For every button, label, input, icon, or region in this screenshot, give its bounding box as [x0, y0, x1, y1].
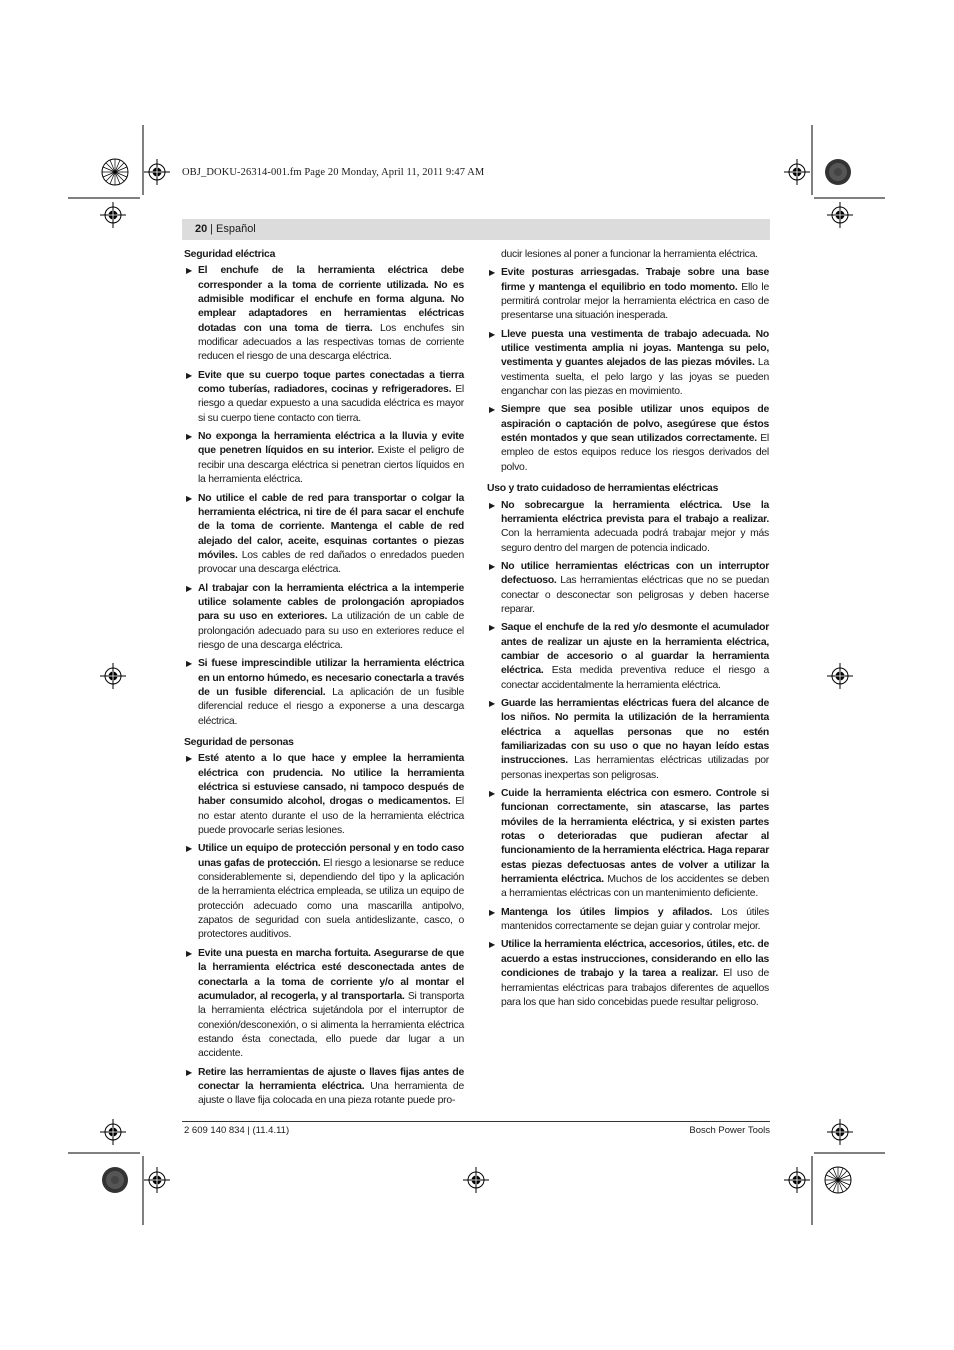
item-bold-text: Mantenga los útiles limpios y afilados.	[501, 906, 713, 918]
list-item	[487, 938, 769, 1010]
list-item	[184, 430, 464, 487]
header-separator: |	[210, 223, 213, 235]
bullet-triangle-icon: ▶	[186, 432, 192, 442]
item-text: La vestimenta suelta, el pelo largo y las joyas se pueden enganchar con las piezas en movimiento.	[501, 357, 769, 398]
electrical-safety-list	[184, 264, 464, 729]
section-title-personal-safety: Seguridad de personas	[184, 737, 294, 748]
right-column	[487, 248, 769, 1014]
item-bold-text: Evite una puesta en marcha fortuita. Asegurarse de que la herramienta eléctrica esté desconectada antes de conectarla a la toma de corriente y/o al montar el acumulador, al recogerla, y al transportarla.	[198, 947, 464, 1002]
item-text: La utilización de un cable de prolongación adecuado para su uso en exteriores reduce el riesgo de una descarga eléctrica.	[198, 611, 464, 651]
bullet-triangle-icon: ▶	[489, 789, 495, 799]
bullet-triangle-icon: ▶	[489, 698, 495, 708]
item-text: El riesgo a quedar expuesto a una sacudida eléctrica es mayor si su cuerpo tiene contacto con tierra.	[198, 384, 464, 424]
item-bold-text: Utilice la herramienta eléctrica, accesorios, útiles, etc. de acuerdo a estas instrucciones, considerando en ello las condiciones de trabajo y la tarea a realizar.	[501, 939, 769, 980]
item-text: Con la herramienta adecuada podrá trabajar mejor y más seguro dentro del margen de potencia indicado.	[501, 528, 769, 554]
item-bold-text: Evite posturas arriesgadas. Trabaje sobre una base firme y mantenga el equilibrio en todo momento.	[501, 267, 769, 293]
item-text: Los útiles mantenidos correctamente se dejan guiar y controlar mejor.	[501, 906, 769, 933]
list-item	[487, 697, 769, 783]
page-header-bar	[182, 219, 770, 240]
item-text: El no estar atento durante el uso de la herramienta eléctrica puede provocarle serias lesiones.	[198, 796, 464, 837]
bullet-triangle-icon: ▶	[186, 948, 192, 958]
bullet-triangle-icon: ▶	[489, 907, 495, 917]
list-item	[487, 787, 769, 902]
list-item	[184, 842, 464, 942]
list-item	[184, 752, 464, 838]
item-bold-text: Retire las herramientas de ajuste o llaves fijas antes de conectar la herramienta eléctrica.	[198, 1066, 464, 1092]
item-text: Las herramientas eléctricas utilizadas por personas inexpertas son peligrosas.	[501, 755, 769, 781]
bullet-triangle-icon: ▶	[186, 844, 192, 854]
item-bold-text: El enchufe de la herramienta eléctrica debe corresponder a la toma de corriente utilizada. No es admisible modificar el enchufe en forma alguna. No emplear adaptadores en herramientas eléctricas dotadas con una toma de tierra.	[198, 265, 464, 334]
item-text: Si transporta la herramienta eléctrica sujetándola por el interruptor de conexión/desconexión, o si alimenta la herramienta eléctrica estando ésta conectada, ello puede dar lugar a un accidente.	[198, 990, 464, 1060]
list-item	[487, 266, 769, 323]
item-bold-text: No utilice herramientas eléctricas con un interruptor defectuoso.	[501, 560, 769, 587]
item-text: El riesgo a lesionarse se reduce considerablemente si, dependiendo del tipo y la aplicación de la herramienta eléctrica empleada, se utiliza un equipo de protección adecuado como una mascarilla antipolvo, zapatos de seguridad con suela antideslizante, casco, o protectores auditivos.	[198, 857, 465, 941]
item-bold-text: Saque el enchufe de la red y/o desmonte el acumulador antes de realizar un ajuste en la herramienta eléctrica, cambiar de accesorio o al guardar la herramienta eléctrica.	[501, 622, 769, 677]
item-bold-text: Lleve puesta una vestimenta de trabajo adecuada. No utilice vestimenta amplia ni joyas. Mantenga su pelo, vestimenta y guantes alejados de las piezas móviles.	[501, 328, 769, 369]
bullet-triangle-icon: ▶	[186, 493, 192, 503]
item-bold-text: No exponga la herramienta eléctrica a la lluvia y evite que penetren líquidos en su interior.	[198, 431, 464, 457]
item-bold-text: No sobrecargue la herramienta eléctrica. Use la herramienta eléctrica prevista para el trabajo a realizar.	[501, 499, 769, 525]
item-bold-text: Cuide la herramienta eléctrica con esmero. Controle si funcionan correctamente, sin atascarse, las partes móviles de la herramienta eléctrica, y si existen partes rotas o deterioradas que pudieran afectar al funcionamiento de la herramienta eléctrica. Haga reparar estas piezas defectuosas antes de volver a utilizar la herramienta eléctrica.	[501, 788, 769, 886]
item-text: El uso de herramientas eléctricas para trabajos diferentes de aquellos para los que han sido concebidas puede resultar peligroso.	[501, 968, 769, 1008]
continuation-text: ducir lesiones al poner a funcionar la herramienta eléctrica.	[501, 249, 758, 260]
file-info-line: OBJ_DOKU-26314-001.fm Page 20 Monday, April 11, 2011 9:47 AM	[182, 167, 485, 178]
item-bold-text: Evite que su cuerpo toque partes conectadas a tierra como tuberías, radiadores, cocinas y refrigeradores.	[198, 369, 464, 396]
item-bold-text: No utilice el cable de red para transportar o colgar la herramienta eléctrica, ni tire de él para sacar el enchufe de la toma de corriente. Mantenga el cable de red alejado del calor, aceite, esquinas cortantes o piezas móviles.	[198, 492, 464, 561]
left-column	[184, 248, 464, 1113]
bullet-triangle-icon: ▶	[186, 1067, 192, 1077]
item-text: Los cables de red dañados o enredados pueden provocar una descarga eléctrica.	[198, 549, 464, 576]
item-bold-text: Utilice un equipo de protección personal y en todo caso unas gafas de protección.	[198, 843, 464, 869]
bullet-triangle-icon: ▶	[489, 500, 495, 510]
item-text: Muchos de los accidentes se deben a herramientas eléctricas con un mantenimiento deficiente.	[501, 874, 769, 900]
bullet-triangle-icon: ▶	[489, 329, 495, 339]
footer-rule	[182, 1121, 770, 1122]
bullet-triangle-icon: ▶	[489, 940, 495, 950]
bullet-triangle-icon: ▶	[489, 405, 495, 415]
item-bold-text: Guarde las herramientas eléctricas fuera del alcance de los niños. No permita la utilización de la herramienta eléctrica a aquellas personas que no estén familiarizadas con su uso o que no hayan leído estas instrucciones.	[501, 697, 769, 767]
bullet-triangle-icon: ▶	[489, 623, 495, 633]
item-bold-text: Si fuese imprescindible utilizar la herramienta eléctrica en un entorno húmedo, es necesario conectarla a través de un fusible diferencial.	[198, 658, 464, 698]
item-text: Las herramientas eléctricas que no se puedan conectar o desconectar son peligrosas y deben hacerse reparar.	[501, 575, 769, 615]
footer-brand: Bosch Power Tools	[689, 1125, 770, 1136]
bullet-triangle-icon: ▶	[186, 583, 192, 593]
tool-use-care-list	[487, 499, 769, 1011]
item-text: El empleo de estos equipos reduce los riesgos derivados del polvo.	[501, 433, 769, 473]
item-text: Ello le permitirá controlar mejor la herramienta eléctrica en caso de presentarse una situación inesperada.	[501, 281, 769, 322]
list-item	[184, 657, 464, 729]
section-title-tool-use-care: Uso y trato cuidadoso de herramientas eléctricas	[487, 483, 719, 495]
list-item	[184, 369, 464, 426]
page-number: 20	[195, 223, 208, 235]
bullet-triangle-icon: ▶	[489, 268, 495, 278]
list-item	[487, 328, 769, 400]
bullet-triangle-icon: ▶	[186, 266, 192, 276]
bullet-triangle-icon: ▶	[186, 659, 192, 669]
header-language: Español	[216, 223, 256, 235]
personal-safety-list-cont	[487, 266, 769, 475]
item-text: La aplicación de un fusible diferencial reduce el riesgo a exponerse a una descarga eléctrica.	[198, 686, 465, 727]
footer-doc-number: 2 609 140 834 | (11.4.11)	[184, 1125, 290, 1136]
item-bold-text: Siempre que sea posible utilizar unos equipos de aspiración o captación de polvo, asegúrese que éstos estén montados y que sean utilizados correctamente.	[501, 404, 769, 445]
section-title-electrical-safety: Seguridad eléctrica	[184, 249, 276, 260]
list-item	[184, 264, 464, 364]
bullet-triangle-icon: ▶	[186, 754, 192, 764]
item-text: Los enchufes sin modificar adecuados a las respectivas tomas de corriente reducen el riesgo de una descarga eléctrica.	[198, 322, 465, 363]
bullet-triangle-icon: ▶	[186, 370, 192, 380]
list-item	[184, 492, 464, 578]
list-item	[487, 403, 769, 475]
list-item	[184, 1066, 464, 1109]
item-bold-text: Esté atento a lo que hace y emplee la herramienta eléctrica con prudencia. No utilice la herramienta eléctrica si estuviese cansado, ni tampoco después de haber consumido alcohol, drogas o medicamentos.	[198, 753, 464, 808]
list-item	[487, 560, 769, 617]
item-text: Esta medida preventiva reduce el riesgo a conectar accidentalmente la herramienta eléctrica.	[501, 665, 769, 691]
personal-safety-list	[184, 752, 464, 1108]
list-item	[184, 947, 464, 1062]
item-bold-text: Al trabajar con la herramienta eléctrica a la intemperie utilice solamente cables de prolongación apropiados para su uso en exteriores.	[198, 582, 464, 623]
list-item	[487, 499, 769, 556]
list-item	[184, 582, 464, 654]
item-text: Una herramienta de ajuste o llave fija colocada en una pieza rotante puede pro-	[198, 1080, 464, 1107]
bullet-triangle-icon: ▶	[489, 561, 495, 571]
list-item	[487, 621, 769, 693]
item-text: Existe el peligro de recibir una descarga eléctrica si penetran ciertos líquidos en la herramienta eléctrica.	[198, 445, 464, 486]
list-item	[487, 906, 769, 935]
